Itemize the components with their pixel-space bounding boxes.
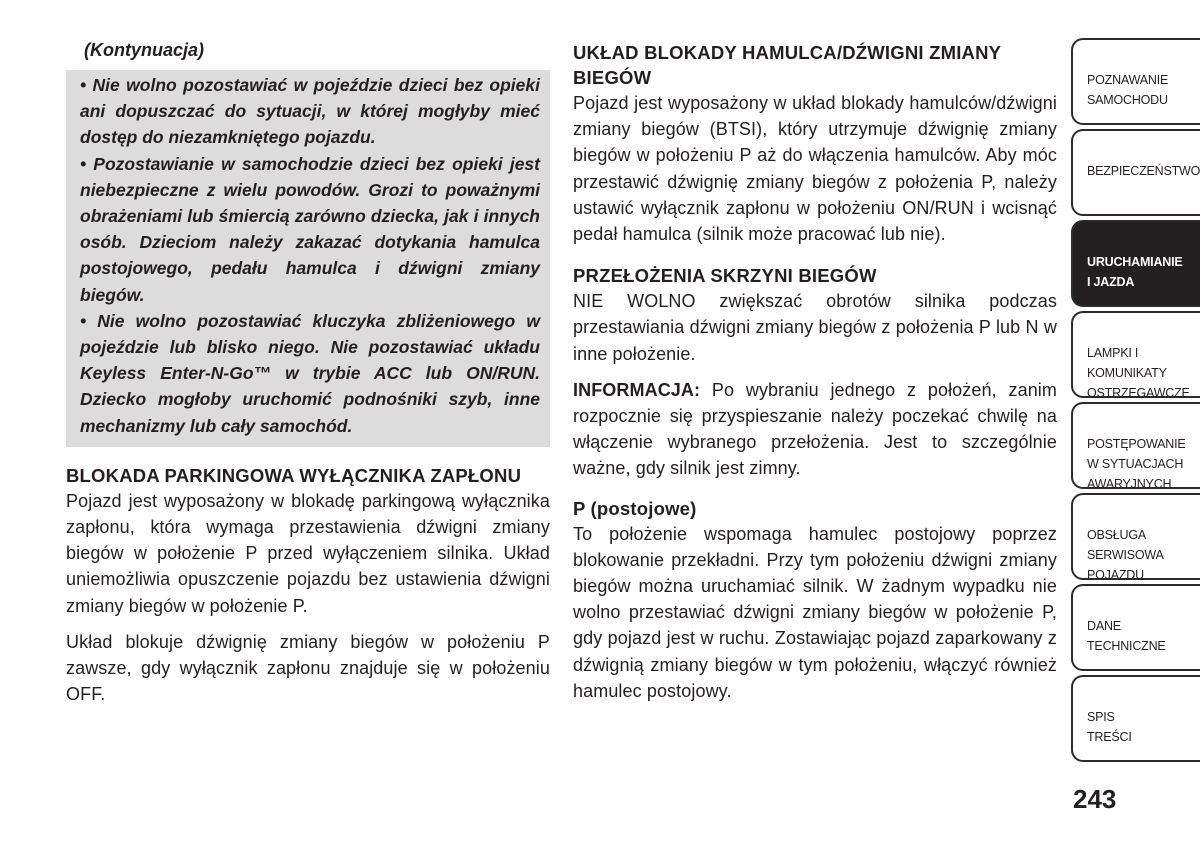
right-column — [573, 36, 1057, 714]
tab-dane-techniczne[interactable] — [1071, 584, 1200, 671]
chapter-tabs — [1071, 38, 1200, 766]
info-paragraph — [573, 377, 1057, 482]
info-lead: INFORMACJA: — [573, 379, 701, 400]
tab-label: POZNAWANIE SAMOCHODU — [1087, 73, 1169, 107]
tab-postepowanie-awaryjne[interactable] — [1071, 402, 1200, 489]
tab-label: DANE TECHNICZNE — [1087, 619, 1166, 653]
tab-spis-tresci[interactable] — [1071, 675, 1200, 762]
tab-label: SPIS TREŚCI — [1087, 710, 1132, 744]
tab-label: URUCHAMIANIE I JAZDA — [1087, 255, 1183, 289]
warning-box — [66, 70, 550, 447]
continued-label: (Kontynuacja) — [84, 40, 205, 60]
tab-uruchamianie-i-jazda[interactable] — [1071, 220, 1200, 307]
paragraph: To położenie wspomaga hamulec postojowy poprzez blokowanie przekładni. Przy tym położeniu dźwigni zmiany biegów można uruchamiać silnik. W żadnym wypadku nie wolno przestawiać dźwigni zmiany biegów w położenie P, gdy pojazd jest w ruchu. Zostawiając pojazd zaparkowany z dźwignią zmiany biegów w tym położeniu, włączyć również hamulec postojowy. — [573, 523, 1057, 701]
tab-label: OBSŁUGA SERWISOWA POJAZDU — [1087, 528, 1164, 582]
tab-bezpieczenstwo[interactable] — [1071, 129, 1200, 216]
section-title-park: P (postojowe) — [573, 497, 697, 519]
section-title-ignition-park-lock: BLOKADA PARKINGOWA WYŁĄCZNIKA ZAPŁONU — [66, 464, 522, 486]
tab-lampki-i-komunikaty[interactable] — [1071, 311, 1200, 398]
warning-item: • Pozostawianie w samochodzie dzieci bez opieki jest niebezpieczne z wielu powodów. Grozi to poważnymi obrażeniami lub śmiercią zarówno dziecka, jak i innych osób. Dzieciom należy zakazać dotykania hamulca postojowego, pedału hamulca i dźwigni zmiany biegów. — [80, 153, 540, 305]
tab-obsluga-serwisowa[interactable] — [1071, 493, 1200, 580]
tab-label: LAMPKI I KOMUNIKATY OSTRZEGAWCZE — [1087, 346, 1190, 400]
info-text: Po wybraniu jednego z położeń, zanim rozpocznie się przyspieszanie należy poczekać chwilę na włączenie wybranego przełożenia. Jest to szczególnie ważne, gdy silnik jest zimny. — [573, 379, 1057, 479]
warning-item: • Nie wolno pozostawiać kluczyka zbliżeniowego w pojeździe lub blisko niego. Nie pozostawiać układu Keyless Enter-N-Go™ w trybie ACC lub ON/RUN. Dziecko mogłoby uruchomić podnośniki szyb, inne mechanizmy lub cały samochód. — [80, 310, 540, 436]
section-title-gear-ranges: PRZEŁOŻENIA SKRZYNI BIEGÓW — [573, 265, 877, 287]
page-number: 243 — [1073, 784, 1117, 814]
tab-label: BEZPIECZEŃSTWO — [1087, 164, 1200, 178]
paragraph: NIE WOLNO zwiększać obrotów silnika podczas przestawiania dźwigni zmiany biegów z położenia P lub N w inne położenie. — [573, 291, 1057, 364]
paragraph: Pojazd jest wyposażony w układ blokady hamulców/dźwigni zmiany biegów (BTSI), który utrzymuje dźwignię zmiany biegów w położeniu P aż do włączenia hamulców. Aby móc przestawić dźwignię zmiany biegów z położenia P, należy ustawić wyłącznik zapłonu w położeniu ON/RUN i wcisnąć pedał hamulca (silnik może pracować lub nie). — [573, 93, 1057, 245]
section-title-btsi: UKŁAD BLOKADY HAMULCA/DŹWIGNI ZMIANY BIEGÓW — [573, 42, 1001, 88]
left-column — [66, 36, 550, 717]
tab-poznawanie-samochodu[interactable] — [1071, 38, 1200, 125]
warning-item: • Nie wolno pozostawiać w pojeździe dzieci bez opieki ani dopuszczać do sytuacji, w której mogłyby mieć dostęp do niezamkniętego pojazdu. — [80, 75, 540, 148]
paragraph: Pojazd jest wyposażony w blokadę parkingową wyłącznika zapłonu, która wymaga przestawienia dźwigni zmiany biegów w położenie P przed wyłączeniem silnika. Układ uniemożliwia opuszczenie pojazdu bez ustawienia dźwigni zmiany biegów w położenie P. — [66, 490, 550, 616]
tab-label: POSTĘPOWANIE W SYTUACJACH AWARYJNYCH — [1087, 437, 1186, 491]
paragraph: Układ blokuje dźwignię zmiany biegów w położeniu P zawsze, gdy wyłącznik zapłonu znajduje się w położeniu OFF. — [66, 631, 550, 705]
